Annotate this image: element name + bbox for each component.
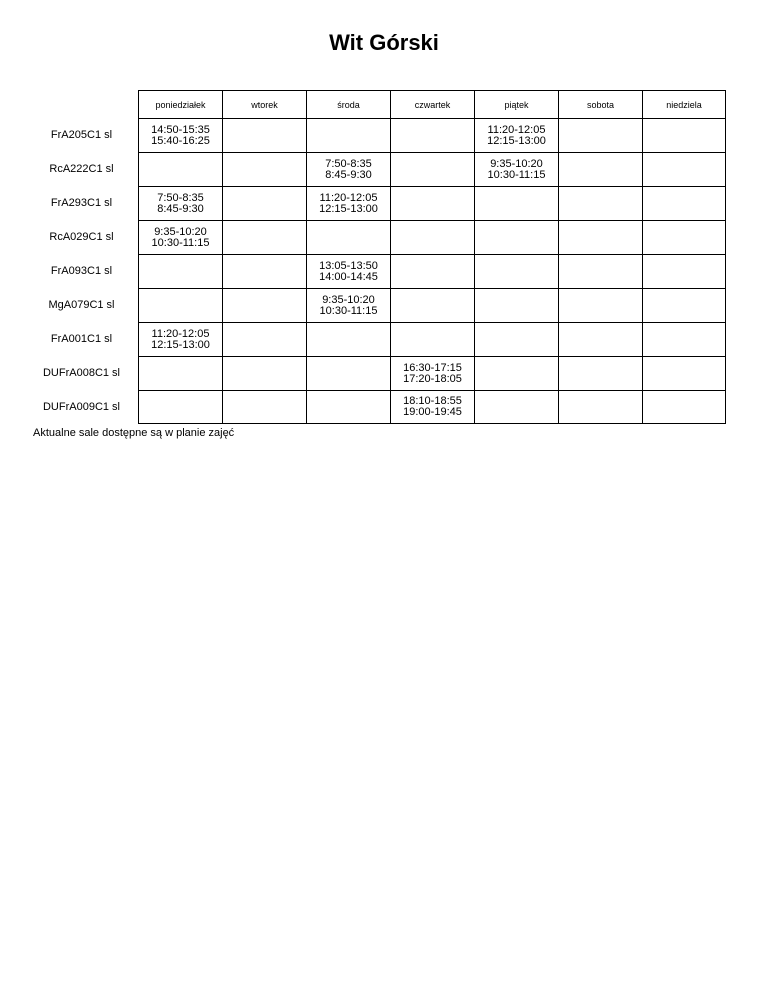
schedule-cell <box>222 152 306 186</box>
time-slot: 8:45-9:30 <box>157 202 204 215</box>
time-slots <box>157 193 203 215</box>
group-name: MgA079C1 sl <box>48 299 115 311</box>
group-name: FrA093C1 sl <box>50 265 113 277</box>
schedule-cell <box>222 288 306 322</box>
time-slot: 10:30-11:15 <box>487 168 546 181</box>
day-header: środa <box>306 90 390 118</box>
time-slots <box>325 159 371 181</box>
time-slot: 12:15-13:00 <box>487 134 546 147</box>
group-name: DUFrA008C1 sl <box>42 367 121 379</box>
schedule-cell <box>558 356 642 390</box>
schedule-cell <box>390 356 474 390</box>
schedule-cell <box>390 186 474 220</box>
time-slot: 8:45-9:30 <box>325 168 372 181</box>
schedule-cell <box>390 288 474 322</box>
schedule-cell <box>306 356 390 390</box>
schedule-cell <box>558 288 642 322</box>
schedule-cell <box>642 254 726 288</box>
schedule-cell <box>138 118 222 152</box>
group-name: FrA293C1 sl <box>50 197 113 209</box>
schedule-cell <box>474 390 558 424</box>
schedule-cell <box>558 390 642 424</box>
schedule-cell <box>390 322 474 356</box>
time-slot: 15:40-16:25 <box>151 134 210 147</box>
schedule-cell <box>642 186 726 220</box>
schedule-cell <box>558 220 642 254</box>
schedule-cell <box>222 356 306 390</box>
schedule-cell <box>390 152 474 186</box>
time-slot: 11:20-12:05 <box>487 123 546 136</box>
group-name: FrA205C1 sl <box>50 129 113 141</box>
schedule-cell <box>558 118 642 152</box>
time-slot: 10:30-11:15 <box>151 236 210 249</box>
schedule-cell <box>390 220 474 254</box>
schedule-cell <box>222 186 306 220</box>
time-slot: 18:10-18:55 <box>403 395 462 407</box>
schedule-cell <box>642 390 726 424</box>
time-slot: 9:35-10:20 <box>490 157 543 170</box>
schedule-cell <box>138 356 222 390</box>
schedule-cell <box>306 390 390 424</box>
time-slot: 9:35-10:20 <box>322 293 375 306</box>
time-slots <box>403 396 462 418</box>
time-slots <box>319 261 378 283</box>
schedule-cell <box>306 322 390 356</box>
schedule-cell <box>222 220 306 254</box>
schedule-cell <box>642 322 726 356</box>
group-name: FrA001C1 sl <box>50 333 113 345</box>
time-slots <box>151 329 210 351</box>
time-slot: 11:20-12:05 <box>151 327 210 340</box>
schedule-cell <box>306 220 390 254</box>
time-slot: 14:00-14:45 <box>319 270 378 283</box>
page-title: Wit Górski <box>329 30 439 55</box>
day-header-row <box>138 90 768 118</box>
time-slot: 13:05-13:50 <box>319 259 378 272</box>
schedule-cell <box>138 390 222 424</box>
schedule-cell <box>222 390 306 424</box>
schedule-cell <box>474 118 558 152</box>
time-slot: 16:30-17:15 <box>403 361 462 374</box>
time-slot: 14:50-15:35 <box>151 123 210 136</box>
schedule-cell <box>138 288 222 322</box>
schedule-cell <box>390 118 474 152</box>
schedule-cell <box>642 152 726 186</box>
schedule-cell <box>306 118 390 152</box>
day-header: niedziela <box>642 90 726 118</box>
time-slot: 12:15-13:00 <box>319 202 378 215</box>
schedule-cell <box>642 220 726 254</box>
group-name: RcA029C1 sl <box>49 231 114 243</box>
day-header: wtorek <box>222 90 306 118</box>
schedule-cell <box>474 254 558 288</box>
schedule-cell <box>306 186 390 220</box>
schedule-cell <box>474 322 558 356</box>
day-header: sobota <box>558 90 642 118</box>
schedule-cell <box>558 186 642 220</box>
day-header: piątek <box>474 90 558 118</box>
schedule-cell <box>390 390 474 424</box>
time-slots <box>487 125 546 147</box>
time-slots <box>151 125 210 147</box>
schedule-cell <box>390 254 474 288</box>
schedule-cell <box>138 254 222 288</box>
time-slot: 9:35-10:20 <box>154 225 207 238</box>
time-slots <box>403 363 462 385</box>
group-name: DUFrA009C1 sl <box>42 401 121 413</box>
time-slot: 12:15-13:00 <box>151 338 210 351</box>
schedule-cell <box>642 118 726 152</box>
schedule-table <box>25 118 726 424</box>
schedule-cell <box>222 118 306 152</box>
schedule-cell <box>474 220 558 254</box>
time-slot: 10:30-11:15 <box>319 304 378 317</box>
time-slot: 19:00-19:45 <box>403 406 462 418</box>
time-slots <box>488 159 546 181</box>
schedule-cell <box>138 220 222 254</box>
schedule-cell <box>306 254 390 288</box>
schedule-cell <box>474 186 558 220</box>
schedule-cell <box>558 152 642 186</box>
time-slots <box>152 227 210 249</box>
day-header: poniedziałek <box>138 90 222 118</box>
schedule-cell <box>642 288 726 322</box>
schedule-cell <box>138 152 222 186</box>
schedule-cell <box>474 356 558 390</box>
schedule-cell <box>558 322 642 356</box>
schedule-cell <box>558 254 642 288</box>
group-name: RcA222C1 sl <box>49 163 114 175</box>
schedule-cell <box>642 356 726 390</box>
schedule-cell <box>222 254 306 288</box>
schedule-cell <box>138 186 222 220</box>
schedule-cell <box>222 322 306 356</box>
schedule-cell <box>474 152 558 186</box>
time-slots <box>320 295 378 317</box>
day-header: czwartek <box>390 90 474 118</box>
time-slot: 11:20-12:05 <box>319 191 378 204</box>
schedule-cell <box>474 288 558 322</box>
schedule-cell <box>306 152 390 186</box>
time-slot: 7:50-8:35 <box>157 191 204 204</box>
time-slot: 7:50-8:35 <box>325 157 372 170</box>
schedule-cell <box>306 288 390 322</box>
time-slot: 17:20-18:05 <box>403 372 462 385</box>
footer-note: Aktualne sale dostępne są w planie zajęć <box>33 427 235 439</box>
schedule-cell <box>138 322 222 356</box>
time-slots <box>319 193 378 215</box>
